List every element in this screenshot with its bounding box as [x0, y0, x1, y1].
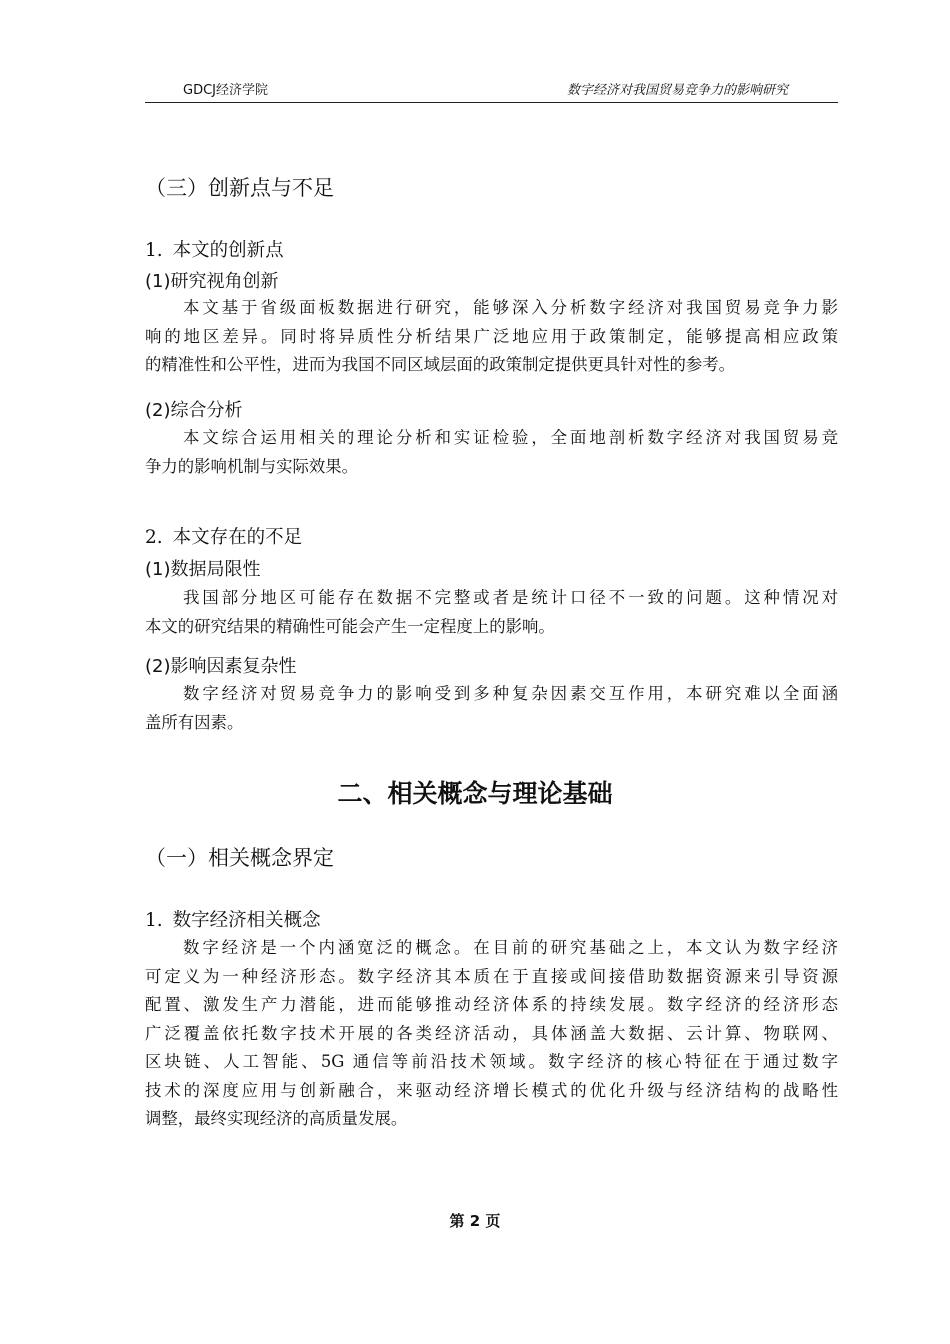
paragraph-complexity [145, 680, 838, 737]
subheading-complexity: (2)影响因素复杂性 [145, 656, 297, 677]
paragraph-line: 响的地区差异。同时将异质性分析结果广泛地应用于政策制定，能够提高相应政策 [145, 326, 838, 346]
subheading-data-limits: (1)数据局限性 [145, 559, 261, 580]
item-heading-shortcomings [145, 523, 302, 549]
paragraph-line: 调整，最终实现经济的高质量发展。 [145, 1109, 408, 1128]
paragraph-line: 本文的研究结果的精确性可能会产生一定程度上的影响。 [145, 616, 555, 636]
item-heading-innovations [145, 236, 284, 262]
paragraph-line: 本文基于省级面板数据进行研究，能够深入分析数字经济对我国贸易竞争力影 [183, 298, 838, 317]
item-heading-digital-economy [145, 906, 321, 932]
section-heading-innovation: （三）创新点与不足 [145, 176, 334, 200]
paragraph-perspective [145, 294, 838, 380]
paragraph-line: 区块链、人工智能、5G 通信等前沿技术领域。数字经济的核心特征在于通过数字 [145, 1052, 838, 1071]
subheading-perspective: (1)研究视角创新 [145, 271, 279, 292]
subheading-comprehensive: (2)综合分析 [145, 400, 243, 421]
page-header [145, 78, 838, 103]
paragraph-line: 本文综合运用相关的理论分析和实证检验，全面地剖析数字经济对我国贸易竞 [183, 428, 838, 447]
header-right-text: 数字经济对我国贸易竞争力的影响研究 [566, 83, 788, 98]
item-title: 本文的创新点 [172, 240, 284, 261]
paragraph-line: 可定义为一种经济形态。数字经济其本质在于直接或间接借助数据资源来引导资源 [145, 966, 838, 986]
paragraph-line: 盖所有因素。 [145, 712, 244, 732]
paragraph-line: 技术的深度应用与创新融合，来驱动经济增长模式的优化升级与经济结构的战略性 [145, 1080, 838, 1100]
item-title: 数字经济相关概念 [172, 910, 321, 931]
header-left-text: GDCJ经济学院 [183, 83, 268, 98]
chapter-title: 二、相关概念与理论基础 [337, 779, 613, 808]
paragraph-line: 数字经济是一个内涵宽泛的概念。在目前的研究基础之上，本文认为数字经济 [183, 938, 838, 957]
paragraph-line: 数字经济对贸易竞争力的影响受到多种复杂因素交互作用，本研究难以全面涵 [183, 684, 838, 703]
section-heading-concepts: （一）相关概念界定 [145, 846, 334, 870]
paragraph-line: 争力的影响机制与实际效果。 [145, 456, 359, 476]
page-number: 第 2 页 [449, 1212, 501, 1230]
paragraph-comprehensive [145, 424, 838, 481]
paragraph-digital-economy [145, 934, 838, 1134]
paragraph-line: 我国部分地区可能存在数据不完整或者是统计口径不一致的问题。这种情况对 [183, 588, 838, 607]
item-number: 2. [145, 527, 163, 548]
item-number: 1. [145, 240, 163, 261]
paragraph-line: 广泛覆盖依托数字技术开展的各类经济活动，具体涵盖大数据、云计算、物联网、 [145, 1023, 838, 1043]
item-title: 本文存在的不足 [172, 527, 303, 548]
item-number: 1. [145, 910, 163, 931]
paragraph-line: 的精准性和公平性，进而为我国不同区域层面的政策制定提供更具针对性的参考。 [145, 355, 736, 374]
paragraph-line: 配置、激发生产力潜能，进而能够推动经济体系的持续发展。数字经济的经济形态 [145, 995, 838, 1014]
paragraph-data-limits [145, 584, 838, 641]
